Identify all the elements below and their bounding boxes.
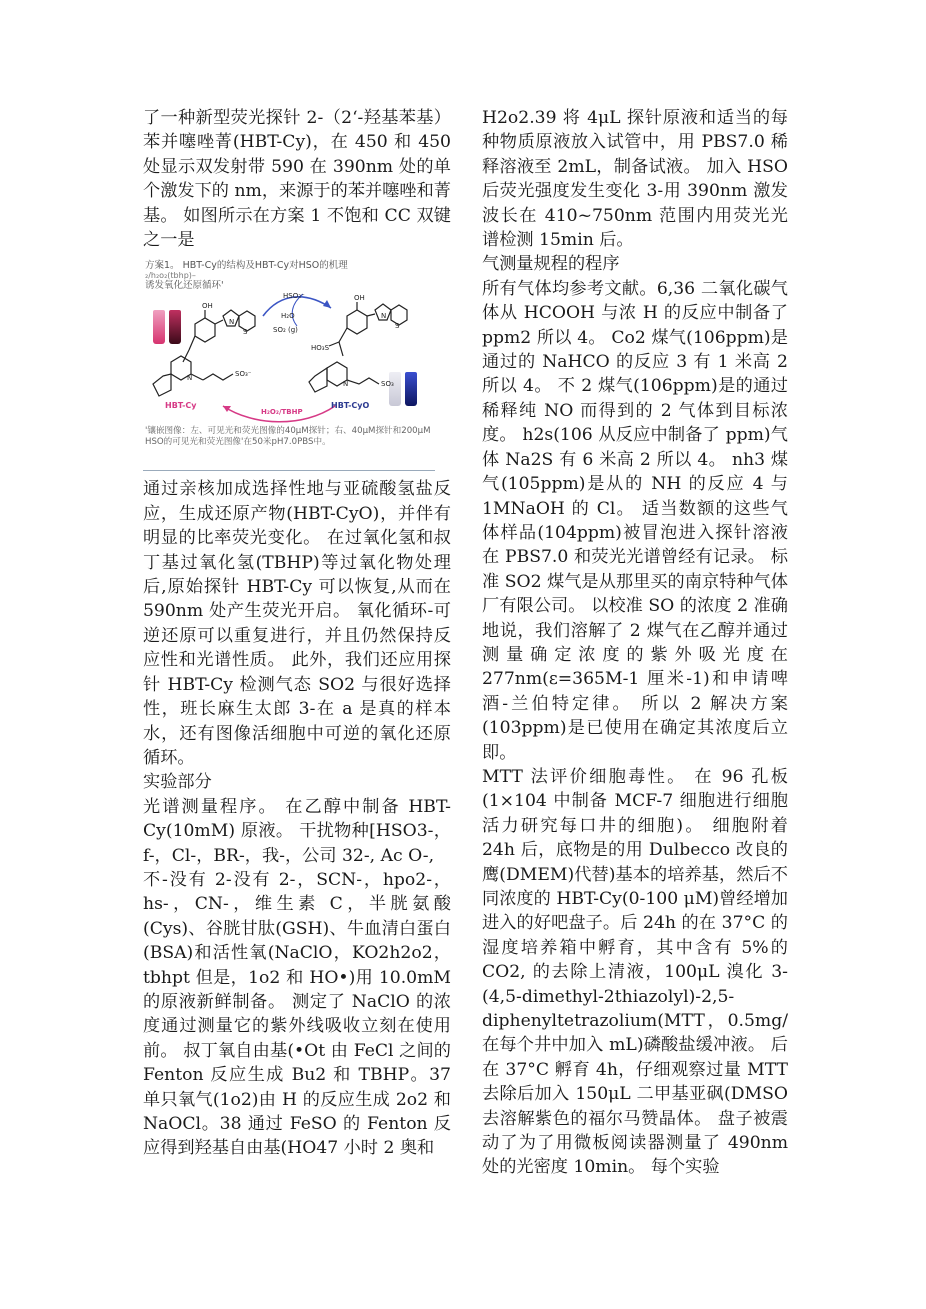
- reagent-h2o2-tbhp: H₂O₂/TBHP: [261, 408, 303, 417]
- svg-text:OH: OH: [354, 294, 365, 303]
- svg-text:SO₃: SO₃: [381, 380, 394, 389]
- section-heading-experimental: 实验部分: [143, 772, 212, 793]
- right-column: [482, 106, 788, 1180]
- reagent-h2o: H₂O: [281, 312, 295, 321]
- paragraph-test-solution: H2o2.39 将 4μL 探针原液和适当的每种物质原液放入试管中，用 PBS7.0 稀释溶液至 2mL，制备试液。 加入 HSO 后荧光强度发生变化 3-用 390nm 激发波长在 410~750nm 范围内用荧光光谱检测 15min 后。: [482, 108, 788, 251]
- svg-text:SO₃⁻: SO₃⁻: [235, 370, 252, 379]
- scheme-caption-line2: ₂/h₂o₂(tbhp)–: [145, 271, 196, 281]
- paragraph-spectral-procedure: 光谱测量程序。 在乙醇中制备 HBT-Cy(10mM) 原液。 干扰物种[HSO3-，f-，Cl-，BR-，我-，公司 32-, Ac O-,: [143, 796, 451, 866]
- svg-text:N: N: [187, 374, 193, 383]
- svg-text:N: N: [381, 312, 387, 321]
- svg-text:HO₃S: HO₃S: [311, 344, 330, 353]
- left-column: [143, 106, 451, 1161]
- reagent-so2: SO₂ (g): [273, 326, 298, 335]
- reagent-hso3: HSO₃⁻: [283, 292, 305, 301]
- label-hbt-cyo: HBT-CyO: [331, 401, 370, 411]
- scheme-caption: 方案1。 HBT-Cy的结构及HBT-Cy对HSO的机理: [145, 260, 348, 272]
- svg-text:S: S: [243, 328, 248, 337]
- section-heading-gas: 气测量规程的程序: [482, 254, 620, 275]
- paragraph-gas-procedure: 所有气体均参考文献。6,36 二氧化碳气体从 HCOOH 与浓 H 的反应中制备了 ppm2 所以 4。 Co2 煤气(106ppm)是通过的 NaHCO 的反应 3 有 1 米高 2 所以 4。 不 2 煤气(106ppm)是的通过稀释纯 NO 而得到的 2 气体到目标浓度。 h2s(106 从反应中制备了 ppm)气体 Na2S 有 6 米高 2 所以 4。 nh3 煤气(105ppm)是从的 NH 的反应 4 与 1MNaOH 的 Cl。 适当数额的这些气体样品(104ppm)被冒泡进入探针溶液在 PBS7.0 和荧光光谱曾经有记录。 标准 SO2 煤气是从那里买的南京特种气体厂有限公司。 以校准 SO 的浓度 2 准确地说，我们溶解了 2 煤气在乙醇并通过测量确定浓度的紫外吸光度在 277nm(ε=365M-1 厘米-1)和申请啤酒-兰伯特定律。 所以 2 解决方案(103ppm)是已使用在确定其浓度后立即。: [482, 278, 788, 763]
- svg-text:S: S: [395, 322, 400, 331]
- label-hbt-cy: HBT-Cy: [165, 401, 197, 411]
- svg-text:N: N: [229, 318, 235, 327]
- scheme-footnote: '镶嵌图像：左、可见光和荧光图像的40μM探针；右、40μM探针和200μM HSO的可见光和荧光图像'在50米pH7.0PBS中。: [145, 426, 431, 448]
- paragraph-interferents: 不-没有 2-没有 2-，SCN-，hpo2-，hs-，CN-，维生素 C，半胱氨酸(Cys)、谷胱甘肽(GSH)、牛血清白蛋白(BSA)和活性氧(NaClO，KO2h2o2，tbhpt 但是，1o2 和 HO•)用 10.0mM 的原液新鲜制备。 测定了 NaClO 的浓度通过测量它的紫外线吸收立刻在使用前。 叔丁氧自由基(•Ot 由 FeCl 之间的 Fenton 反应生成 Bu2 和 TBHP。37 单只氧气(1o2)由 H 的反应生成 2o2 和 NaOCl。38 通过 FeSO 的 Fenton 反应得到羟基自由基(HO47 小时 2 奥和: [143, 869, 451, 1159]
- paragraph-mechanism: 通过亲核加成选择性地与亚硫酸氢盐反应，生成还原产物(HBT-CyO)，并伴有明显的比率荧光变化。 在过氧化氢和叔丁基过氧化氢(TBHP)等过氧化物处理后,原始探针 HBT-Cy 可以恢复,从而在 590nm 处产生荧光开启。 氧化循环-可逆还原可以重复进行，并且仍然保持反应性和光谱性质。 此外，我们还应用探针 HBT-Cy 检测气态 SO2 与很好选择性，班长麻生太郎 3-在 a 是真的样本水，还有图像活细胞中可逆的氧化还原循环。: [143, 479, 451, 768]
- paragraph-mtt-assay: MTT 法评价细胞毒性。 在 96 孔板(1×104 中制备 MCF-7 细胞进行细胞活力研究每口井的细胞)。 细胞附着 24h 后，底物是的用 Dulbecco 改良的鹰(DMEM)代替)基本的培养基，然后不同浓度的 HBT-Cy(0-100 μM)曾经增加进入的好吧盘子。后 24h 的在 37°C 的湿度培养箱中孵育，其中含有 5%的 CO2, 的去除上清液，100μL 溴化 3-(4,5-dimethyl-2thiazolyl)-2,5-diphenyltetrazolium(MTT，0.5mg/在每个井中加入 mL)磷酸盐缓冲液。 后在 37°C 孵育 4h，仔细观察过量 MTT 去除后加入 150μL 二甲基亚砜(DMSO 去溶解紫色的福尔马赞晶体。 盘子被震动了为了用微板阅读器测量了 490nm 处的光密度 10min。 每个实验: [482, 766, 788, 1178]
- svg-text:N: N: [343, 380, 349, 389]
- scheme-caption-line3: 诱发氧化还原循环': [145, 280, 224, 292]
- scheme-figure: [143, 258, 435, 471]
- chemical-structures-diagram: [143, 258, 435, 428]
- svg-text:OH: OH: [202, 302, 213, 311]
- paragraph-intro: 了一种新型荧光探针 2-（2‘-羟基苯基）苯并噻唑菁(HBT-Cy)，在 450 和 450 处显示双发射带 590 在 390nm 处的单个激发下的 nm，来源于的苯并噻唑和菁基。 如图所示在方案 1 不饱和 CC 双键之一是: [143, 108, 451, 251]
